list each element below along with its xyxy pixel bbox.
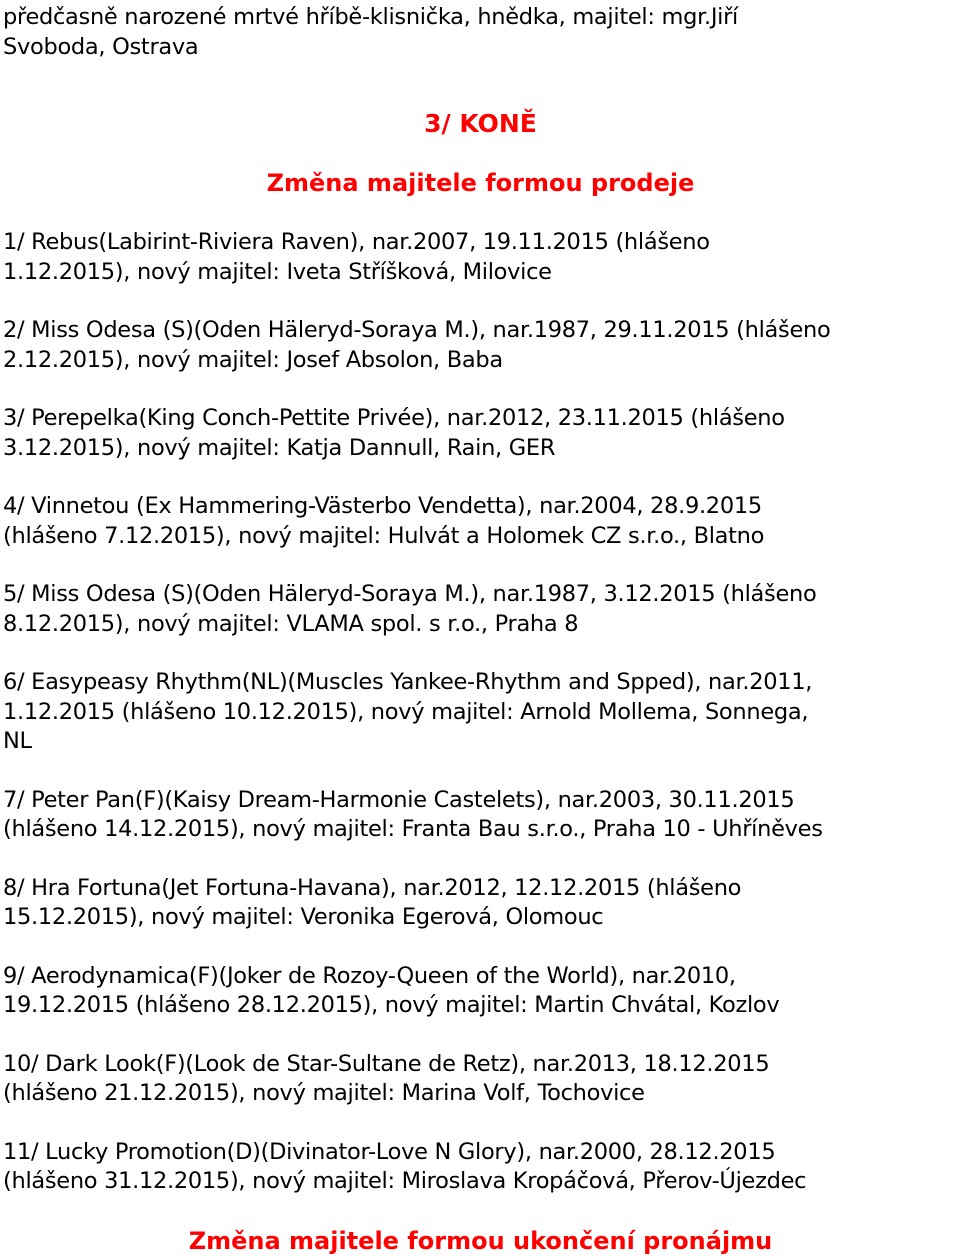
list-item xyxy=(3,492,958,551)
entry-line: 1.12.2015), nový majitel: Iveta Stříšková, Milovice xyxy=(3,258,552,285)
spacer xyxy=(3,1109,958,1138)
document-page xyxy=(3,0,958,1255)
list-item xyxy=(3,580,958,639)
entry-list xyxy=(3,228,958,1197)
spacer xyxy=(3,62,958,109)
intro-line-2: Svoboda, Ostrava xyxy=(3,33,199,60)
entry-line: 9/ Aerodynamica(F)(Joker de Rozoy-Queen of the World), nar.2010, xyxy=(3,962,736,989)
spacer xyxy=(3,463,958,492)
entry-line: 3/ Perepelka(King Conch-Pettite Privée), nar.2012, 23.11.2015 (hlášeno xyxy=(3,405,785,431)
entry-line: 8/ Hra Fortuna(Jet Fortuna-Havana), nar.2012, 12.12.2015 (hlášeno xyxy=(3,874,742,901)
spacer xyxy=(3,198,958,228)
entry-line: 2.12.2015), nový majitel: Josef Absolon, Baba xyxy=(3,346,503,373)
list-item xyxy=(3,962,958,1021)
intro-paragraph xyxy=(3,0,958,62)
intro-line-1: předčasně narozené mrtvé hříbě-klisnička, hnědka, majitel: mgr.Jiří xyxy=(3,4,739,30)
spacer xyxy=(3,933,958,962)
entry-line: 15.12.2015), nový majitel: Veronika Egerová, Olomouc xyxy=(3,904,604,930)
spacer xyxy=(3,757,958,786)
list-item xyxy=(3,1138,958,1197)
list-item xyxy=(3,668,958,757)
entry-line: (hlášeno 31.12.2015), nový majitel: Miroslava Kropáčová, Přerov-Újezdec xyxy=(3,1168,807,1194)
subsection-title-lease-end: Změna majitele formou ukončení pronájmu xyxy=(188,1226,773,1255)
list-item xyxy=(3,786,958,845)
spacer xyxy=(3,139,958,168)
spacer xyxy=(3,287,958,316)
spacer xyxy=(3,639,958,668)
spacer xyxy=(3,375,958,404)
entry-line: 7/ Peter Pan(F)(Kaisy Dream-Harmonie Castelets), nar.2003, 30.11.2015 xyxy=(3,786,795,813)
entry-line: NL xyxy=(3,728,32,754)
entry-line: 2/ Miss Odesa (S)(Oden Häleryd-Soraya M.), nar.1987, 29.11.2015 (hlášeno xyxy=(3,317,831,343)
entry-line: (hlášeno 21.12.2015), nový majitel: Marina Volf, Tochovice xyxy=(3,1080,645,1106)
entry-line: 1/ Rebus(Labirint-Riviera Raven), nar.2007, 19.11.2015 (hlášeno xyxy=(3,229,710,255)
entry-line: 6/ Easypeasy Rhythm(NL)(Muscles Yankee-Rhythm and Spped), nar.2011, xyxy=(3,669,813,695)
entry-line: 11/ Lucky Promotion(D)(Divinator-Love N Glory), nar.2000, 28.12.2015 xyxy=(3,1138,776,1165)
spacer xyxy=(3,1197,958,1226)
entry-line: 5/ Miss Odesa (S)(Oden Häleryd-Soraya M.), nar.1987, 3.12.2015 (hlášeno xyxy=(3,581,817,607)
entry-line: 4/ Vinnetou (Ex Hammering-Västerbo Vendetta), nar.2004, 28.9.2015 xyxy=(3,493,762,519)
entry-line: 19.12.2015 (hlášeno 28.12.2015), nový majitel: Martin Chvátal, Kozlov xyxy=(3,992,780,1018)
entry-line: 8.12.2015), nový majitel: VLAMA spol. s r.o., Praha 8 xyxy=(3,610,579,637)
entry-line: (hlášeno 14.12.2015), nový majitel: Franta Bau s.r.o., Praha 10 - Uhříněves xyxy=(3,816,823,842)
section-title: 3/ KONĚ xyxy=(424,109,537,138)
spacer xyxy=(3,845,958,874)
entry-line: 1.12.2015 (hlášeno 10.12.2015), nový majitel: Arnold Mollema, Sonnega, xyxy=(3,698,809,725)
list-item xyxy=(3,228,958,287)
list-item xyxy=(3,316,958,375)
list-item xyxy=(3,1050,958,1109)
entry-line: (hlášeno 7.12.2015), nový majitel: Hulvát a Holomek CZ s.r.o., Blatno xyxy=(3,522,765,549)
entry-line: 10/ Dark Look(F)(Look de Star-Sultane de Retz), nar.2013, 18.12.2015 xyxy=(3,1050,770,1077)
list-item xyxy=(3,404,958,463)
spacer xyxy=(3,1021,958,1050)
entry-line: 3.12.2015), nový majitel: Katja Dannull, Rain, GER xyxy=(3,434,556,461)
subsection-title-sale: Změna majitele formou prodeje xyxy=(266,169,695,197)
list-item xyxy=(3,874,958,933)
spacer xyxy=(3,551,958,580)
